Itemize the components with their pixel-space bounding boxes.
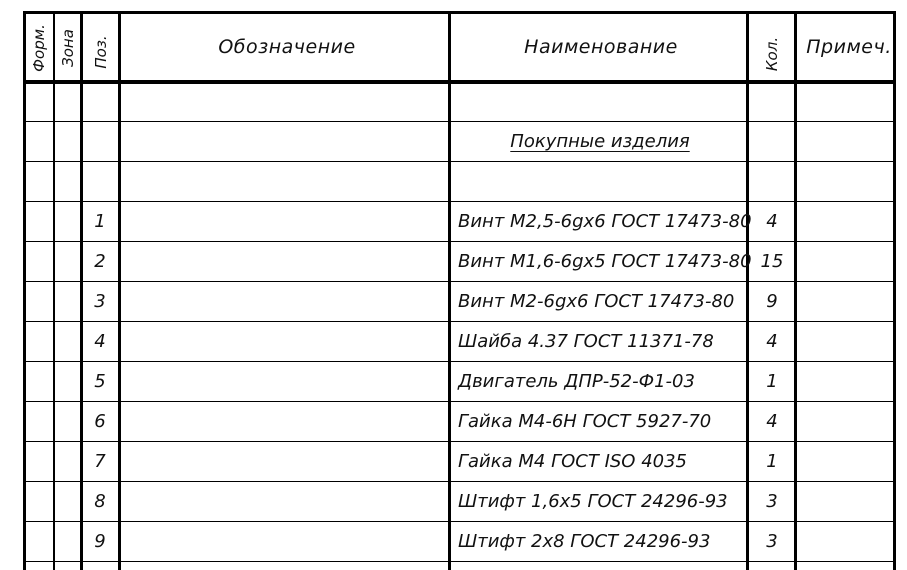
row-qty: 4	[766, 331, 778, 352]
divider-designation-name	[448, 11, 451, 570]
row-pos: 8	[94, 491, 106, 512]
header-bottom-line	[23, 80, 896, 84]
row-name: Винт M2-6gx6 ГОСТ 17473-80	[458, 291, 735, 312]
divider-qty-note	[794, 11, 797, 570]
row-pos: 5	[94, 371, 106, 392]
row-pos: 3	[94, 291, 106, 312]
divider-form-zone	[53, 11, 55, 570]
header-designation: Обозначение	[218, 36, 356, 58]
row-line	[23, 281, 896, 282]
row-qty: 4	[766, 211, 778, 232]
row-line	[23, 521, 896, 522]
row-name: Гайка M4 ГОСТ ISO 4035	[458, 451, 687, 472]
divider-zone-pos	[80, 11, 83, 570]
row-pos: 9	[94, 531, 106, 552]
row-line	[23, 441, 896, 442]
row-name: Винт M1,6-6gx5 ГОСТ 17473-80	[458, 251, 752, 272]
row-qty: 9	[766, 291, 778, 312]
row-line	[23, 361, 896, 362]
header-form: Форм.	[30, 24, 48, 72]
row-pos: 2	[94, 251, 106, 272]
row-pos: 4	[94, 331, 106, 352]
row-qty: 4	[766, 411, 778, 432]
row-line	[23, 321, 896, 322]
row-name: Винт M2,5-6gx6 ГОСТ 17473-80	[458, 211, 752, 232]
header-name: Наименование	[524, 36, 678, 58]
row-pos: 7	[94, 451, 106, 472]
border-right	[893, 11, 896, 570]
row-line	[23, 481, 896, 482]
row-pos: 6	[94, 411, 106, 432]
row-pos: 1	[94, 211, 106, 232]
row-name: Гайка M4-6H ГОСТ 5927-70	[458, 411, 712, 432]
row-qty: 1	[766, 371, 778, 392]
divider-pos-designation	[118, 11, 121, 570]
row-line	[23, 161, 896, 162]
row-line	[23, 121, 896, 122]
row-qty: 1	[766, 451, 778, 472]
section-title: Покупные изделия	[510, 131, 690, 152]
row-line	[23, 201, 896, 202]
border-top	[23, 11, 896, 14]
row-qty: 15	[760, 251, 784, 272]
header-qty: Кол.	[763, 36, 781, 72]
row-name: Шайба 4.37 ГОСТ 11371-78	[458, 331, 714, 352]
row-line	[23, 401, 896, 402]
header-zone: Зона	[59, 29, 77, 67]
row-qty: 3	[766, 531, 778, 552]
row-line	[23, 561, 896, 562]
divider-name-qty	[746, 11, 749, 570]
row-name: Штифт 2x8 ГОСТ 24296-93	[458, 531, 711, 552]
row-name: Штифт 1,6x5 ГОСТ 24296-93	[458, 491, 728, 512]
row-name: Двигатель ДПР-52-Ф1-03	[458, 371, 695, 392]
border-left	[23, 11, 26, 570]
row-qty: 3	[766, 491, 778, 512]
header-pos: Поз.	[92, 35, 110, 69]
row-line	[23, 241, 896, 242]
header-note: Примеч.	[806, 36, 892, 58]
